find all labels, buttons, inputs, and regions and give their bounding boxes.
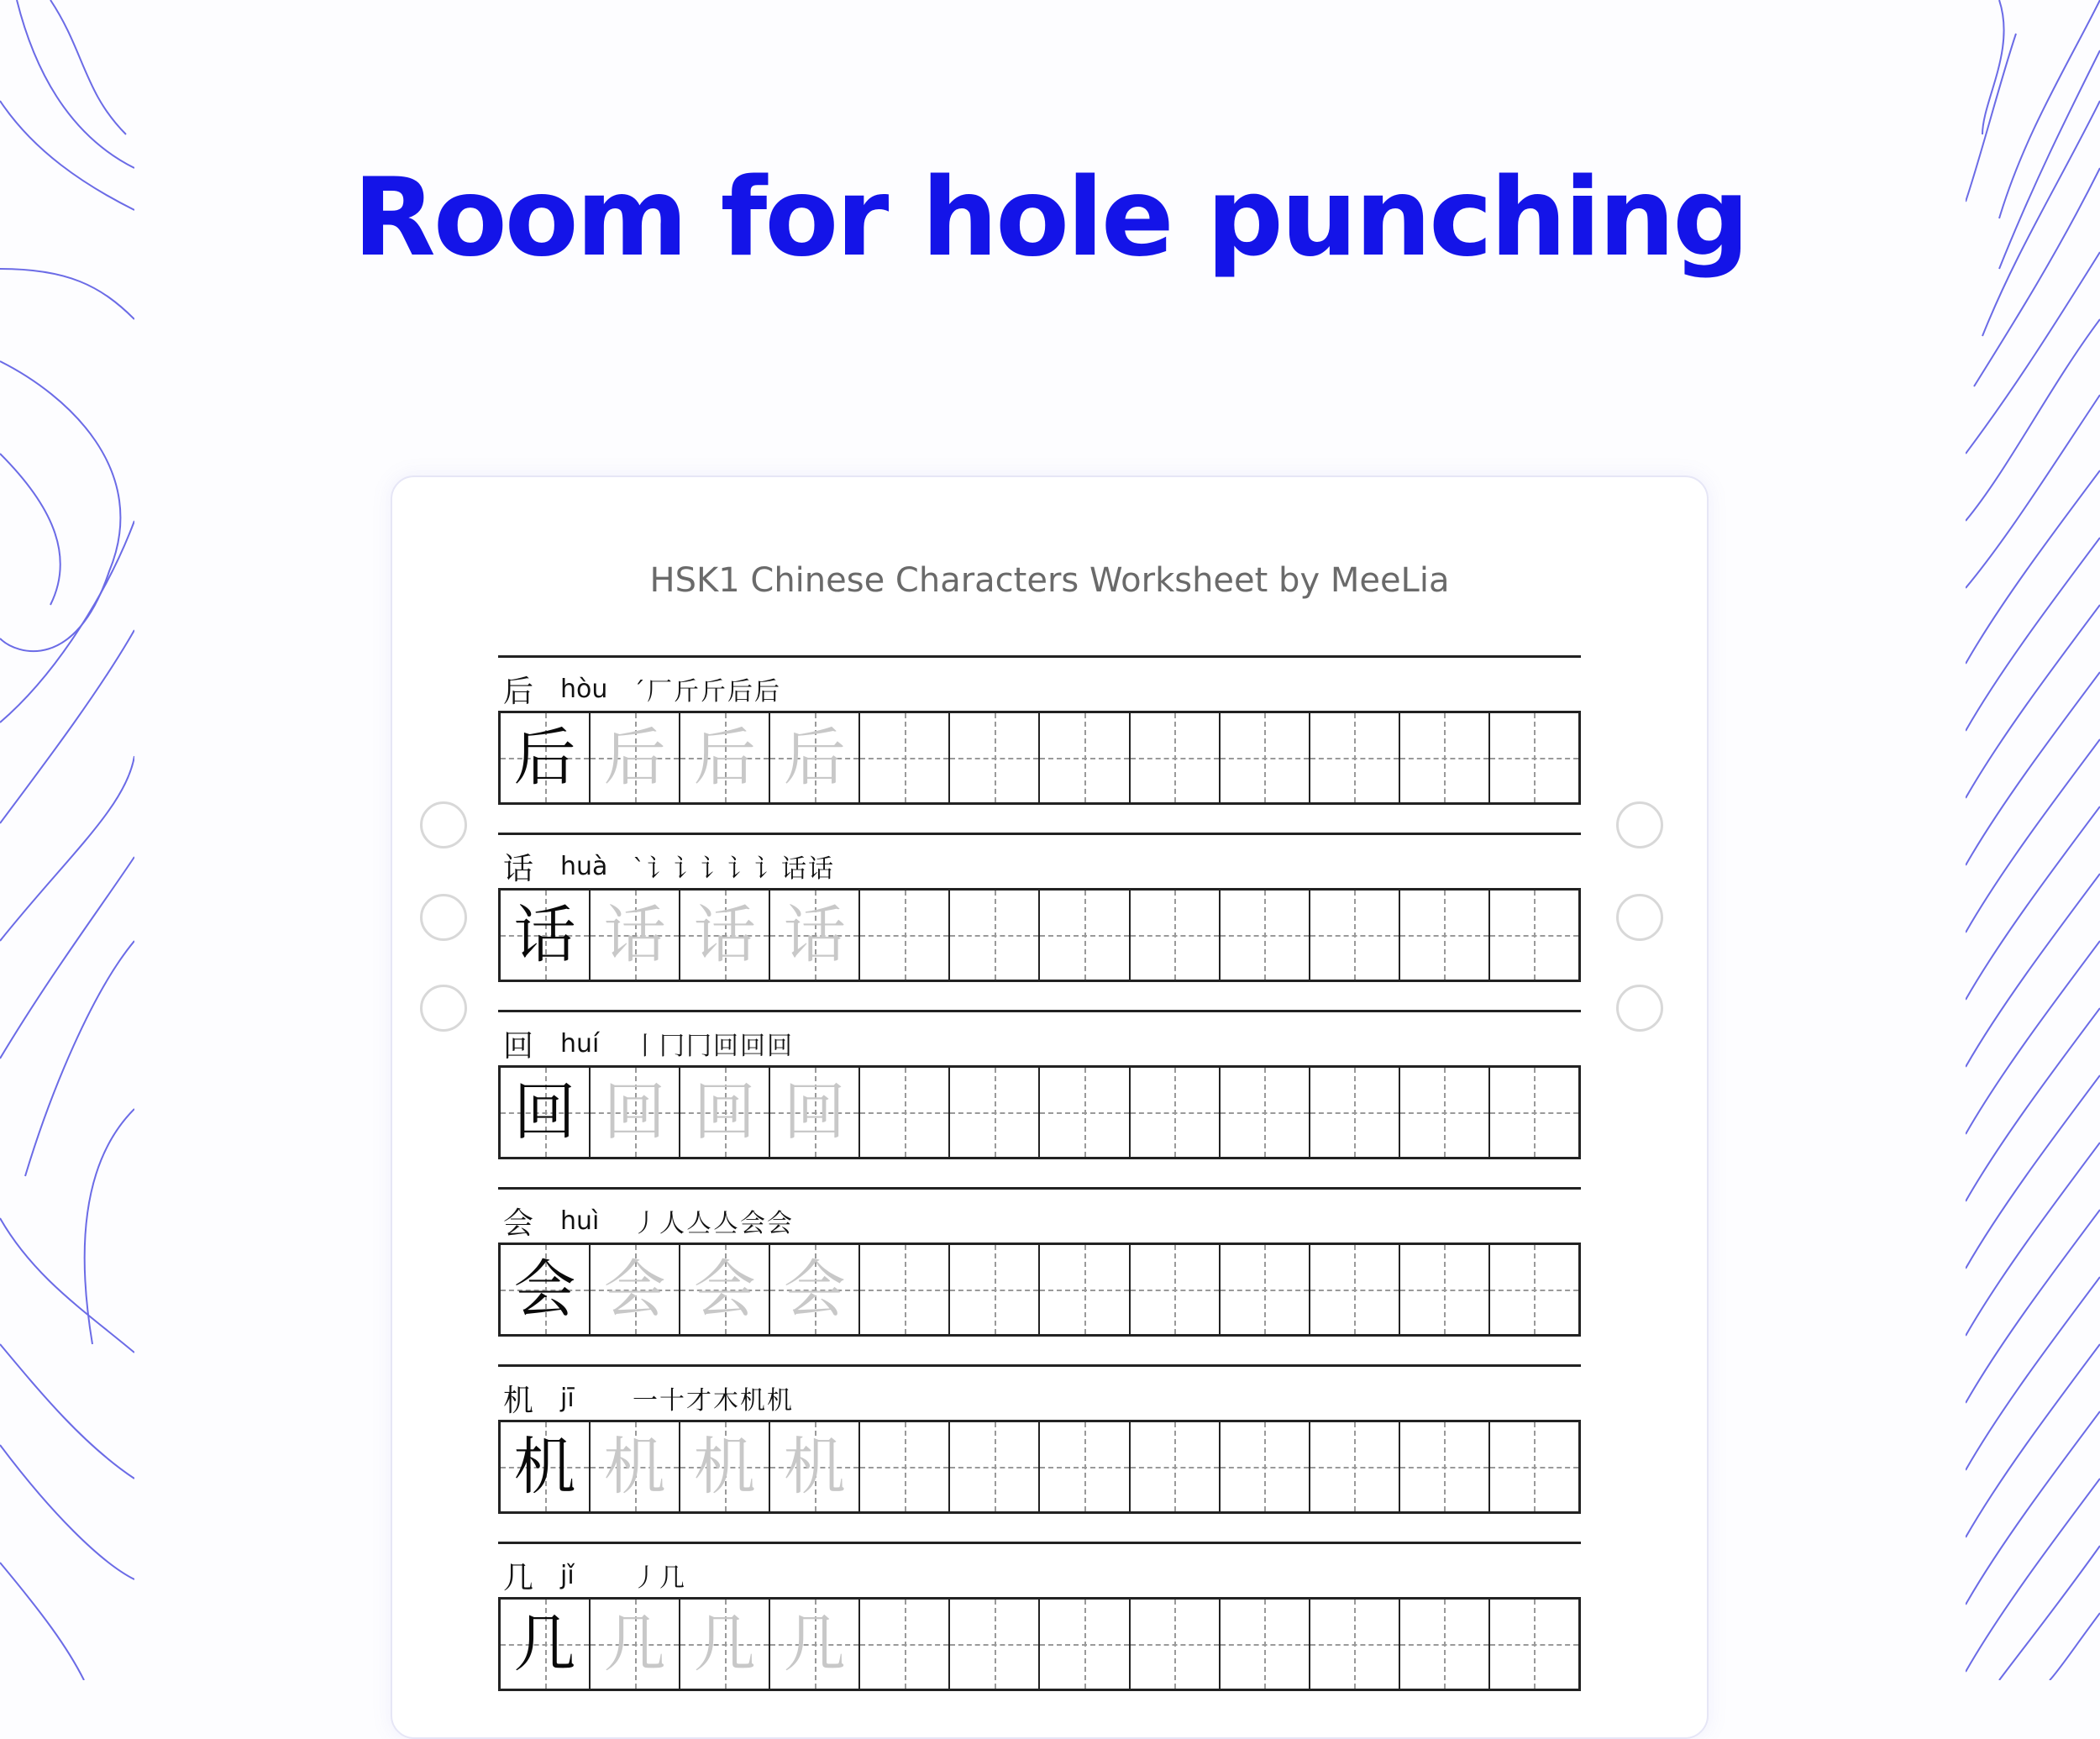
character-entry [498, 833, 1581, 984]
empty-practice-cell[interactable] [860, 1068, 950, 1157]
model-character: 会 [513, 1253, 576, 1326]
trace-character: 机 [783, 1431, 846, 1503]
trace-character: 机 [603, 1431, 666, 1503]
character-label: 回 [503, 1028, 534, 1064]
pinyin-label: huà [560, 851, 608, 881]
entry-header [503, 667, 781, 711]
trace-cell [591, 1245, 680, 1334]
character-label: 几 [503, 1560, 534, 1595]
empty-practice-cell[interactable] [860, 713, 950, 802]
empty-practice-cell[interactable] [1310, 1068, 1400, 1157]
character-entry [498, 1542, 1581, 1693]
empty-practice-cell[interactable] [1310, 1600, 1400, 1689]
empty-practice-cell[interactable] [950, 1245, 1040, 1334]
trace-character: 回 [693, 1076, 756, 1148]
model-cell [501, 1245, 591, 1334]
trace-cell [591, 891, 680, 980]
pinyin-label: jǐ [560, 1560, 575, 1590]
punch-hole-marker [420, 985, 467, 1032]
stroke-order: 一十才木机机 [633, 1386, 794, 1416]
trace-cell [591, 1068, 680, 1157]
model-character: 回 [513, 1076, 576, 1148]
empty-practice-cell[interactable] [1221, 1068, 1310, 1157]
empty-practice-cell[interactable] [860, 1600, 950, 1689]
practice-grid [498, 888, 1581, 982]
stroke-order: ˋ讠讠讠讠讠话话 [633, 854, 835, 884]
trace-cell [591, 1600, 680, 1689]
empty-practice-cell[interactable] [1490, 1600, 1578, 1689]
empty-practice-cell[interactable] [950, 1600, 1040, 1689]
empty-practice-cell[interactable] [950, 1422, 1040, 1511]
trace-character: 话 [783, 899, 846, 971]
character-entry [498, 1364, 1581, 1516]
trace-character: 回 [603, 1076, 666, 1148]
empty-practice-cell[interactable] [1310, 713, 1400, 802]
trace-character: 话 [603, 899, 666, 971]
trace-character: 后 [603, 722, 666, 794]
empty-practice-cell[interactable] [1131, 1600, 1221, 1689]
model-cell [501, 713, 591, 802]
headline: Room for hole punching [353, 155, 1747, 281]
empty-practice-cell[interactable] [1400, 1245, 1490, 1334]
practice-grid [498, 711, 1581, 805]
character-label: 后 [503, 674, 534, 709]
entry-header [503, 1022, 794, 1065]
empty-practice-cell[interactable] [1400, 891, 1490, 980]
trace-character: 几 [783, 1608, 846, 1680]
empty-practice-cell[interactable] [860, 1422, 950, 1511]
character-entry [498, 1010, 1581, 1161]
worksheet-title: HSK1 Chinese Characters Worksheet by MeeLia [649, 561, 1450, 600]
trace-cell [680, 1600, 770, 1689]
model-character: 话 [513, 899, 576, 971]
practice-grid [498, 1597, 1581, 1691]
empty-practice-cell[interactable] [950, 713, 1040, 802]
empty-practice-cell[interactable] [1221, 1422, 1310, 1511]
character-label: 机 [503, 1383, 534, 1418]
empty-practice-cell[interactable] [1131, 1422, 1221, 1511]
separator-line [498, 655, 1581, 658]
practice-grid [498, 1065, 1581, 1159]
empty-practice-cell[interactable] [1040, 1600, 1130, 1689]
empty-practice-cell[interactable] [950, 891, 1040, 980]
empty-practice-cell[interactable] [950, 1068, 1040, 1157]
empty-practice-cell[interactable] [1221, 1245, 1310, 1334]
empty-practice-cell[interactable] [1040, 891, 1130, 980]
punch-hole-marker [420, 801, 467, 848]
model-cell [501, 1068, 591, 1157]
trace-character: 会 [783, 1253, 846, 1326]
punch-hole-marker [1616, 985, 1663, 1032]
entry-header [503, 844, 835, 888]
empty-practice-cell[interactable] [1221, 713, 1310, 802]
entry-header [503, 1376, 794, 1420]
model-cell [501, 891, 591, 980]
model-character: 后 [513, 722, 576, 794]
trace-cell [770, 1600, 860, 1689]
trace-character: 几 [693, 1608, 756, 1680]
trace-character: 会 [693, 1253, 756, 1326]
pinyin-label: hòu [560, 674, 608, 704]
empty-practice-cell[interactable] [1131, 1245, 1221, 1334]
punch-hole-marker [420, 894, 467, 941]
empty-practice-cell[interactable] [1400, 1600, 1490, 1689]
empty-practice-cell[interactable] [860, 891, 950, 980]
trace-cell [680, 1068, 770, 1157]
empty-practice-cell[interactable] [1310, 1245, 1400, 1334]
trace-character: 后 [783, 722, 846, 794]
empty-practice-cell[interactable] [1131, 713, 1221, 802]
pinyin-label: huí [560, 1028, 600, 1059]
trace-character: 话 [693, 899, 756, 971]
empty-practice-cell[interactable] [1040, 1068, 1130, 1157]
character-entry [498, 655, 1581, 806]
practice-grid [498, 1420, 1581, 1514]
entry-header [503, 1199, 794, 1243]
trace-cell [680, 1245, 770, 1334]
empty-practice-cell[interactable] [1040, 1422, 1130, 1511]
empty-practice-cell[interactable] [1310, 891, 1400, 980]
trace-cell [680, 1422, 770, 1511]
punch-hole-marker [1616, 801, 1663, 848]
worksheet-page [391, 475, 1709, 1739]
empty-practice-cell[interactable] [1490, 713, 1578, 802]
model-cell [501, 1422, 591, 1511]
empty-practice-cell[interactable] [1490, 1245, 1578, 1334]
character-label: 话 [503, 851, 534, 886]
empty-practice-cell[interactable] [1040, 713, 1130, 802]
empty-practice-cell[interactable] [1221, 891, 1310, 980]
character-label: 会 [503, 1206, 534, 1241]
entry-header [503, 1553, 686, 1597]
separator-line [498, 1542, 1581, 1544]
separator-line [498, 1364, 1581, 1367]
character-entry [498, 1187, 1581, 1338]
separator-line [498, 1010, 1581, 1012]
stroke-order: 丿人亼亼会会 [633, 1209, 794, 1238]
trace-character: 回 [783, 1076, 846, 1148]
empty-practice-cell[interactable] [1490, 891, 1578, 980]
empty-practice-cell[interactable] [1310, 1422, 1400, 1511]
model-character: 几 [513, 1608, 576, 1680]
empty-practice-cell[interactable] [1400, 1422, 1490, 1511]
empty-practice-cell[interactable] [1131, 1068, 1221, 1157]
separator-line [498, 1187, 1581, 1190]
pinyin-label: jī [560, 1383, 575, 1413]
trace-cell [680, 713, 770, 802]
practice-grid [498, 1243, 1581, 1337]
empty-practice-cell[interactable] [1400, 1068, 1490, 1157]
punch-hole-marker [1616, 894, 1663, 941]
trace-character: 几 [603, 1608, 666, 1680]
model-character: 机 [513, 1431, 576, 1503]
empty-practice-cell[interactable] [1400, 713, 1490, 802]
empty-practice-cell[interactable] [860, 1245, 950, 1334]
stroke-order: ˊ厂斤斤后后 [633, 677, 781, 707]
model-cell [501, 1600, 591, 1689]
empty-practice-cell[interactable] [1131, 891, 1221, 980]
trace-cell [770, 1245, 860, 1334]
empty-practice-cell[interactable] [1221, 1600, 1310, 1689]
stroke-order: 丨冂冂回回回 [633, 1032, 794, 1061]
trace-character: 后 [693, 722, 756, 794]
trace-cell [770, 1068, 860, 1157]
pinyin-label: huì [560, 1206, 600, 1236]
trace-cell [591, 1422, 680, 1511]
empty-practice-cell[interactable] [1490, 1422, 1578, 1511]
trace-cell [770, 713, 860, 802]
separator-line [498, 833, 1581, 835]
trace-cell [770, 1422, 860, 1511]
empty-practice-cell[interactable] [1490, 1068, 1578, 1157]
trace-cell [591, 713, 680, 802]
trace-cell [680, 891, 770, 980]
trace-cell [770, 891, 860, 980]
empty-practice-cell[interactable] [1040, 1245, 1130, 1334]
stroke-order: 丿几 [633, 1563, 686, 1593]
trace-character: 机 [693, 1431, 756, 1503]
trace-character: 会 [603, 1253, 666, 1326]
